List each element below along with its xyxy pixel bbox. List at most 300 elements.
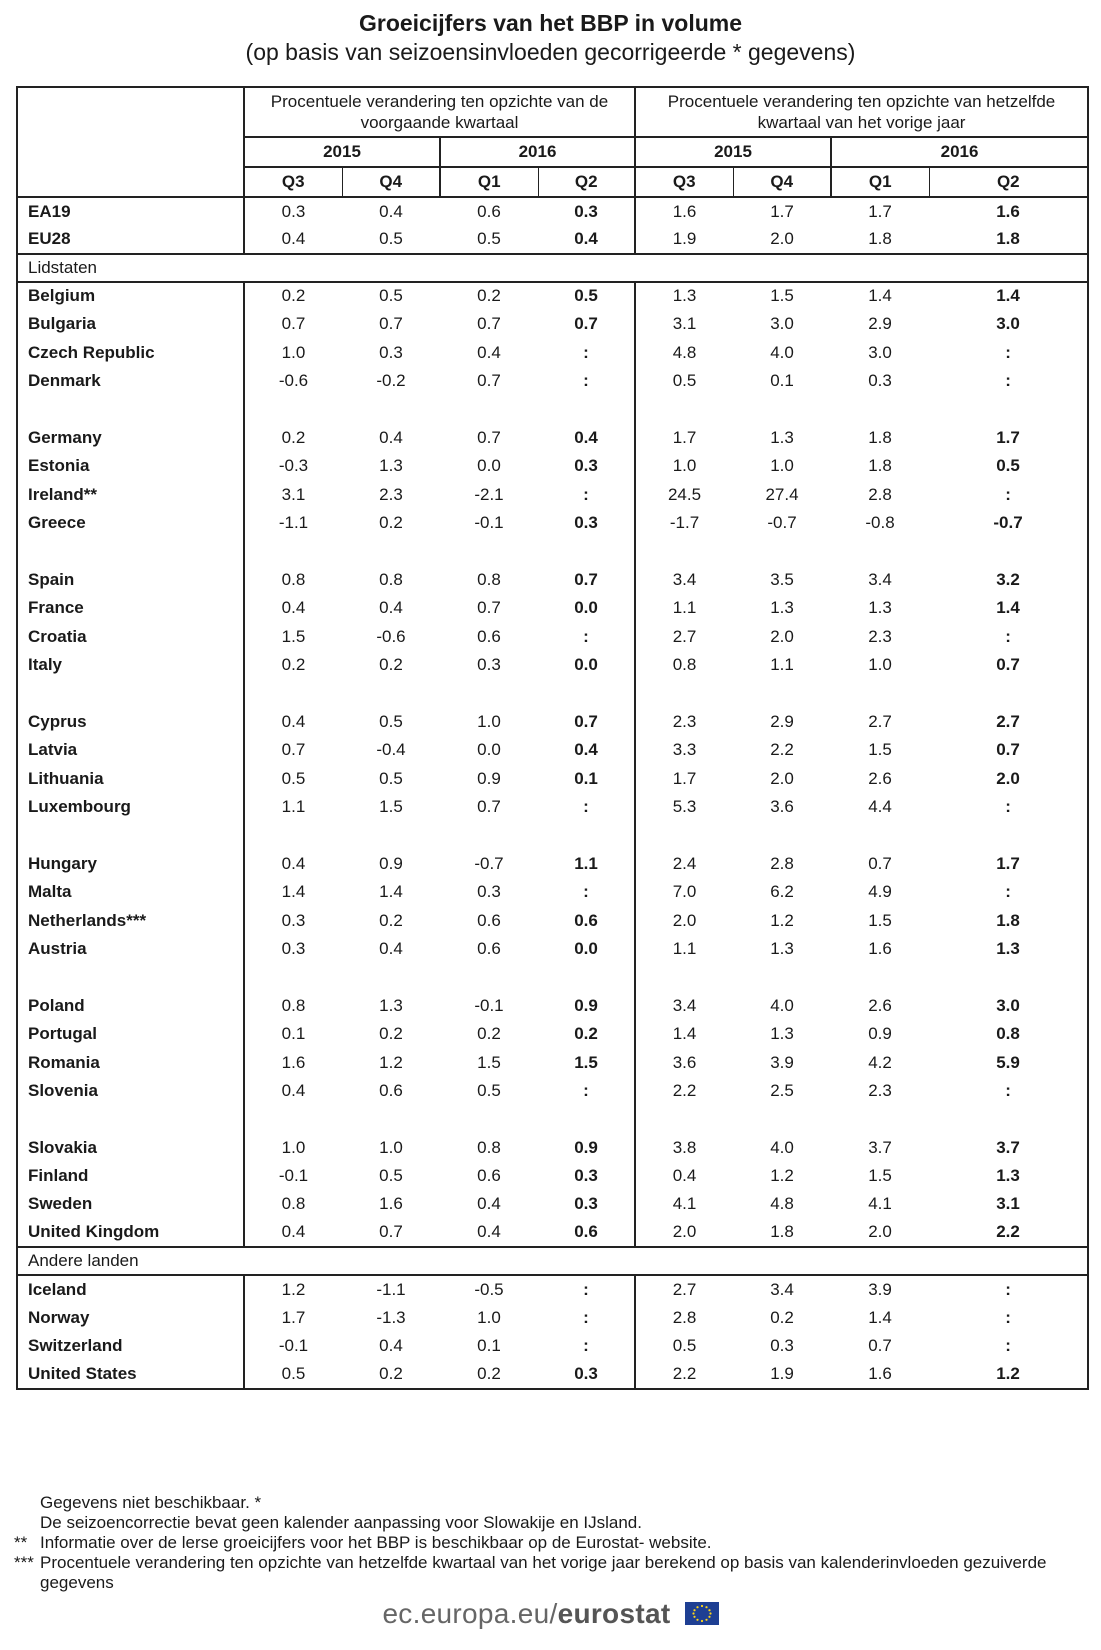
value-cell: 0.3 — [574, 1166, 598, 1186]
value-cell: 1.8 — [868, 427, 892, 447]
footnote-text: Gegevens niet beschikbaar. * — [40, 1493, 262, 1512]
table-row — [17, 850, 1088, 878]
value-cell: : — [929, 878, 1088, 906]
value-cell: -0.3 — [244, 452, 342, 480]
table-row — [17, 651, 1088, 679]
country-name: Finland — [17, 1162, 244, 1190]
country-name: Netherlands*** — [17, 906, 244, 934]
value-cell: : — [583, 1307, 589, 1327]
value-cell: 0.7 — [477, 598, 501, 618]
table-row — [17, 1134, 1088, 1162]
value-cell: 0.8 — [929, 1020, 1088, 1048]
value-cell: 1.8 — [929, 906, 1088, 934]
value-cell: 4.1 — [868, 1194, 892, 1214]
value-cell: 3.2 — [929, 566, 1088, 594]
value-cell: 0.3 — [574, 513, 598, 533]
value-cell: 0.1 — [244, 1020, 342, 1048]
value-cell: 1.1 — [244, 793, 342, 821]
value-cell: -0.1 — [244, 1332, 342, 1360]
table-row — [17, 1219, 1088, 1247]
value-cell: 1.2 — [244, 1275, 342, 1303]
value-cell: 1.3 — [868, 598, 892, 618]
value-cell: -0.7 — [929, 509, 1088, 537]
table-row — [17, 566, 1088, 594]
value-cell: 0.5 — [635, 367, 733, 395]
country-name: Portugal — [17, 1020, 244, 1048]
country-name: Austria — [17, 935, 244, 963]
value-cell: 0.2 — [244, 424, 342, 452]
value-cell: 0.7 — [574, 314, 598, 334]
value-cell: 2.8 — [635, 1303, 733, 1331]
value-cell: 2.3 — [635, 708, 733, 736]
value-cell: 1.5 — [733, 282, 831, 310]
country-name: Poland — [17, 992, 244, 1020]
value-cell: : — [583, 882, 589, 902]
value-cell: : — [583, 797, 589, 816]
value-cell: 1.6 — [868, 938, 892, 958]
value-cell: 1.7 — [244, 1303, 342, 1331]
value-cell: 0.2 — [244, 651, 342, 679]
value-cell: 24.5 — [635, 481, 733, 509]
value-cell: 1.0 — [244, 1134, 342, 1162]
country-name: Slovakia — [17, 1134, 244, 1162]
value-cell: -1.1 — [244, 509, 342, 537]
section-label: Lidstaten — [17, 254, 1088, 282]
footnote — [14, 1533, 1094, 1553]
table-row — [17, 481, 1088, 509]
value-cell: 1.4 — [929, 282, 1088, 310]
value-cell: 0.3 — [379, 342, 403, 362]
value-cell: 0.5 — [379, 711, 403, 731]
value-cell: 0.2 — [477, 1024, 501, 1044]
table-row — [17, 878, 1088, 906]
table-row — [17, 367, 1088, 395]
value-cell: 3.4 — [868, 569, 892, 589]
value-cell: 1.4 — [379, 882, 403, 902]
value-cell: 2.7 — [635, 1275, 733, 1303]
footnote-mark — [14, 1493, 40, 1513]
value-cell: 1.2 — [929, 1360, 1088, 1388]
value-cell: 0.4 — [574, 427, 598, 447]
value-cell: 2.0 — [770, 229, 794, 249]
value-cell: 0.6 — [477, 910, 501, 930]
value-cell: 0.3 — [477, 882, 501, 902]
footnote — [14, 1493, 1094, 1513]
value-cell: 0.7 — [379, 314, 403, 334]
value-cell: 1.7 — [635, 424, 733, 452]
value-cell: 0.4 — [244, 1077, 342, 1105]
value-cell: -0.4 — [376, 740, 406, 760]
value-cell: 0.4 — [244, 708, 342, 736]
country-name: Spain — [17, 566, 244, 594]
value-cell: 0.0 — [574, 598, 598, 618]
value-cell: 1.3 — [379, 995, 403, 1015]
value-cell: 1.5 — [477, 1052, 501, 1072]
country-name: United Kingdom — [17, 1219, 244, 1247]
value-cell: 7.0 — [635, 878, 733, 906]
value-cell: 2.7 — [929, 708, 1088, 736]
value-cell: 0.1 — [477, 1336, 501, 1356]
value-cell: -0.6 — [244, 367, 342, 395]
value-cell: 3.4 — [635, 992, 733, 1020]
value-cell: 2.2 — [929, 1219, 1088, 1247]
value-cell: : — [929, 1275, 1088, 1303]
value-cell: 0.5 — [244, 1360, 342, 1388]
value-cell: 1.1 — [574, 853, 598, 873]
value-cell: 4.0 — [770, 342, 794, 362]
value-cell: 0.4 — [379, 427, 403, 447]
value-cell: : — [929, 481, 1088, 509]
country-name: Romania — [17, 1048, 244, 1076]
value-cell: 0.5 — [635, 1332, 733, 1360]
value-cell: 2.6 — [868, 995, 892, 1015]
table-row — [17, 935, 1088, 963]
value-cell: 1.5 — [868, 910, 892, 930]
value-cell: 2.9 — [868, 314, 892, 334]
value-cell: 3.4 — [733, 1275, 831, 1303]
value-cell: 4.0 — [770, 995, 794, 1015]
country-name: Norway — [17, 1303, 244, 1331]
value-cell: 1.3 — [770, 598, 794, 618]
value-cell: 0.3 — [244, 935, 342, 963]
value-cell: 0.6 — [477, 1166, 501, 1186]
value-cell: 1.9 — [635, 225, 733, 253]
value-cell: 0.2 — [574, 1024, 598, 1044]
value-cell: 1.6 — [244, 1048, 342, 1076]
value-cell: 4.4 — [868, 797, 892, 816]
value-cell: 4.0 — [770, 1137, 794, 1157]
value-cell: 1.4 — [635, 1020, 733, 1048]
value-cell: 0.9 — [574, 995, 598, 1015]
value-cell: 0.3 — [770, 1336, 794, 1356]
value-cell: -0.7 — [474, 853, 504, 873]
value-cell: 0.3 — [477, 655, 501, 675]
header-year: 2016 — [440, 137, 635, 167]
value-cell: 0.9 — [574, 1137, 598, 1157]
group-spacer — [17, 679, 1088, 707]
page-subtitle: (op basis van seizoensinvloeden gecorrigeerde * gegevens) — [245, 39, 856, 65]
value-cell: 0.7 — [477, 797, 501, 816]
country-name: Bulgaria — [17, 310, 244, 338]
value-cell: 1.0 — [379, 1137, 403, 1157]
value-cell: 1.6 — [379, 1194, 403, 1214]
value-cell: 0.6 — [477, 938, 501, 958]
value-cell: 0.8 — [477, 1137, 501, 1157]
value-cell: 3.0 — [770, 314, 794, 334]
table-row — [17, 1190, 1088, 1218]
header-group-same-quarter: Procentuele verandering ten opzichte van hetzelfde kwartaal van het vorige jaar — [635, 87, 1088, 137]
group-spacer — [17, 395, 1088, 423]
value-cell: 3.7 — [868, 1137, 892, 1157]
table-row — [17, 793, 1088, 821]
value-cell: 2.8 — [868, 484, 892, 504]
value-cell: 1.0 — [770, 456, 794, 476]
footnote-text: Procentuele verandering ten opzichte van hetzelfde kwartaal van het vorige jaar berekend op basis van kalenderinvloeden gezuiverde gegevens — [40, 1553, 1047, 1592]
value-cell: 2.0 — [770, 768, 794, 788]
value-cell: 0.7 — [929, 736, 1088, 764]
value-cell: 3.7 — [929, 1134, 1088, 1162]
value-cell: 1.3 — [635, 282, 733, 310]
value-cell: 3.8 — [635, 1134, 733, 1162]
value-cell: 1.8 — [929, 225, 1088, 253]
value-cell: 0.6 — [574, 910, 598, 930]
value-cell: 2.3 — [379, 484, 403, 504]
country-name: Latvia — [17, 736, 244, 764]
value-cell: 2.4 — [635, 850, 733, 878]
header-quarter: Q1 — [831, 167, 929, 197]
value-cell: 2.3 — [868, 1080, 892, 1100]
value-cell: 1.1 — [635, 935, 733, 963]
value-cell: 0.2 — [770, 1307, 794, 1327]
value-cell: 0.3 — [868, 371, 892, 391]
value-cell: 2.0 — [635, 1219, 733, 1247]
country-name: EU28 — [17, 225, 244, 253]
value-cell: 0.4 — [477, 1222, 501, 1242]
footnotes — [14, 1493, 1094, 1593]
value-cell: 1.3 — [929, 1162, 1088, 1190]
value-cell: 0.2 — [440, 1360, 538, 1388]
country-name: Lithuania — [17, 764, 244, 792]
value-cell: 4.9 — [868, 882, 892, 902]
group-spacer — [17, 537, 1088, 565]
header-quarter: Q4 — [733, 167, 831, 197]
value-cell: 0.8 — [635, 651, 733, 679]
value-cell: 3.1 — [929, 1190, 1088, 1218]
value-cell: 1.4 — [929, 594, 1088, 622]
value-cell: 0.8 — [244, 992, 342, 1020]
country-name: Greece — [17, 509, 244, 537]
value-cell: -1.3 — [376, 1307, 406, 1327]
value-cell: 1.6 — [831, 1360, 929, 1388]
value-cell: 0.4 — [574, 740, 598, 760]
value-cell: 0.9 — [379, 853, 403, 873]
country-name: EA19 — [17, 197, 244, 225]
value-cell: 1.7 — [733, 197, 831, 225]
country-name: Germany — [17, 424, 244, 452]
value-cell: 0.6 — [379, 1080, 403, 1100]
value-cell: 4.8 — [770, 1194, 794, 1214]
country-name: Croatia — [17, 622, 244, 650]
value-cell: 0.4 — [477, 342, 501, 362]
value-cell: 1.9 — [733, 1360, 831, 1388]
value-cell: -0.1 — [474, 995, 504, 1015]
value-cell: 1.7 — [929, 424, 1088, 452]
value-cell: -0.6 — [376, 626, 406, 646]
header-quarter: Q2 — [929, 167, 1088, 197]
value-cell: 1.0 — [868, 655, 892, 675]
value-cell: 0.3 — [574, 456, 598, 476]
value-cell: 1.2 — [770, 1166, 794, 1186]
value-cell: 3.4 — [635, 566, 733, 594]
value-cell: 0.8 — [244, 1190, 342, 1218]
value-cell: 0.5 — [379, 768, 403, 788]
country-name: Belgium — [17, 282, 244, 310]
value-cell: : — [583, 371, 589, 391]
value-cell: 0.5 — [379, 1166, 403, 1186]
value-cell: : — [929, 793, 1088, 821]
value-cell: 1.0 — [635, 452, 733, 480]
country-name: Malta — [17, 878, 244, 906]
value-cell: 0.0 — [477, 456, 501, 476]
footnote-mark — [14, 1513, 40, 1533]
footnote-text: Informatie over de lerse groeicijfers voor het BBP is beschikbaar op de Eurostat- website. — [40, 1533, 712, 1552]
value-cell: 0.4 — [379, 1336, 403, 1356]
value-cell: 2.2 — [635, 1077, 733, 1105]
value-cell: 1.3 — [929, 935, 1088, 963]
table-row — [17, 594, 1088, 622]
section-header-row — [17, 1247, 1088, 1275]
country-name: Czech Republic — [17, 339, 244, 367]
group-spacer — [17, 963, 1088, 991]
value-cell: 1.2 — [770, 910, 794, 930]
value-cell: 0.7 — [477, 314, 501, 334]
table-row — [17, 736, 1088, 764]
value-cell: 1.7 — [635, 764, 733, 792]
value-cell: 1.1 — [770, 655, 794, 675]
footnote — [14, 1513, 1094, 1533]
value-cell: 0.3 — [244, 906, 342, 934]
country-name: Cyprus — [17, 708, 244, 736]
value-cell: 6.2 — [770, 882, 794, 902]
country-name: Hungary — [17, 850, 244, 878]
value-cell: 0.2 — [244, 282, 342, 310]
value-cell: 0.2 — [379, 1024, 403, 1044]
value-cell: 0.8 — [477, 569, 501, 589]
header-group-prev-quarter: Procentuele verandering ten opzichte van de voorgaande kwartaal — [244, 87, 635, 137]
value-cell: 2.0 — [770, 626, 794, 646]
gdp-table — [16, 86, 1089, 1390]
table-row — [17, 424, 1088, 452]
value-cell: 0.5 — [244, 764, 342, 792]
value-cell: 0.5 — [379, 229, 403, 249]
value-cell: 1.3 — [770, 938, 794, 958]
footnote-text: De seizoencorrectie bevat geen kalender aanpassing voor Slowakije en IJsland. — [40, 1513, 642, 1532]
value-cell: 1.4 — [868, 1307, 892, 1327]
value-cell: 0.2 — [342, 1360, 440, 1388]
value-cell: 1.2 — [379, 1052, 403, 1072]
value-cell: -0.1 — [474, 513, 504, 533]
value-cell: 0.7 — [868, 853, 892, 873]
country-name: Iceland — [17, 1275, 244, 1303]
value-cell: : — [929, 1303, 1088, 1331]
value-cell: -0.2 — [376, 371, 406, 391]
header-corner — [17, 87, 244, 197]
value-cell: 0.7 — [244, 736, 342, 764]
value-cell: 1.6 — [929, 197, 1088, 225]
table-row — [17, 1162, 1088, 1190]
value-cell: : — [929, 1077, 1088, 1105]
value-cell: 3.9 — [831, 1275, 929, 1303]
value-cell: 1.3 — [379, 456, 403, 476]
table-row — [17, 339, 1088, 367]
brand-name: eurostat — [557, 1598, 671, 1629]
value-cell: 1.5 — [868, 740, 892, 760]
value-cell: 3.0 — [929, 310, 1088, 338]
table-row — [17, 906, 1088, 934]
value-cell: 1.0 — [244, 339, 342, 367]
table-row — [17, 225, 1088, 253]
value-cell: 1.3 — [770, 1024, 794, 1044]
footnote-mark: *** — [14, 1553, 34, 1572]
value-cell: : — [583, 1336, 589, 1356]
table-row — [17, 509, 1088, 537]
value-cell: : — [583, 342, 589, 362]
value-cell: 0.3 — [538, 197, 635, 225]
value-cell: : — [929, 1332, 1088, 1360]
header-year: 2016 — [831, 137, 1088, 167]
value-cell: 1.1 — [635, 594, 733, 622]
value-cell: 0.2 — [379, 910, 403, 930]
value-cell: 1.0 — [477, 711, 501, 731]
value-cell: 0.5 — [477, 229, 501, 249]
table-row — [17, 992, 1088, 1020]
value-cell: 0.7 — [244, 310, 342, 338]
value-cell: 4.8 — [635, 339, 733, 367]
value-cell: 1.3 — [770, 427, 794, 447]
country-name: United States — [17, 1360, 244, 1388]
value-cell: 0.4 — [244, 225, 342, 253]
value-cell: 4.2 — [868, 1052, 892, 1072]
value-cell: 0.9 — [868, 1024, 892, 1044]
value-cell: 0.4 — [342, 197, 440, 225]
value-cell: -1.1 — [342, 1275, 440, 1303]
value-cell: 1.5 — [244, 622, 342, 650]
table-row — [17, 622, 1088, 650]
table-row — [17, 1332, 1088, 1360]
country-name: Denmark — [17, 367, 244, 395]
value-cell: 4.1 — [635, 1190, 733, 1218]
value-cell: 1.6 — [635, 197, 733, 225]
value-cell: 2.2 — [770, 740, 794, 760]
value-cell: 2.6 — [868, 768, 892, 788]
value-cell: 2.7 — [868, 711, 892, 731]
value-cell: 0.2 — [379, 655, 403, 675]
value-cell: 0.7 — [477, 427, 501, 447]
value-cell: 0.7 — [574, 711, 598, 731]
value-cell: 1.8 — [868, 456, 892, 476]
footnote-mark: ** — [14, 1533, 28, 1552]
value-cell: : — [929, 339, 1088, 367]
value-cell: 0.6 — [440, 197, 538, 225]
header-quarter: Q2 — [538, 167, 635, 197]
value-cell: 3.0 — [929, 992, 1088, 1020]
value-cell: 0.4 — [635, 1162, 733, 1190]
value-cell: 3.6 — [770, 797, 794, 816]
value-cell: 1.0 — [477, 1307, 501, 1327]
value-cell: 3.5 — [770, 569, 794, 589]
value-cell: 0.4 — [244, 1219, 342, 1247]
value-cell: 1.7 — [929, 850, 1088, 878]
header-quarter: Q3 — [635, 167, 733, 197]
value-cell: 0.5 — [929, 452, 1088, 480]
value-cell: 0.2 — [440, 282, 538, 310]
header-year: 2015 — [244, 137, 440, 167]
country-name: Ireland** — [17, 481, 244, 509]
value-cell: 2.8 — [770, 853, 794, 873]
value-cell: 1.7 — [831, 197, 929, 225]
value-cell: 0.8 — [244, 566, 342, 594]
value-cell: -1.7 — [635, 509, 733, 537]
footnote — [14, 1553, 1094, 1593]
header-quarter: Q3 — [244, 167, 342, 197]
value-cell: 3.6 — [635, 1048, 733, 1076]
value-cell: 0.4 — [244, 850, 342, 878]
value-cell: -0.5 — [440, 1275, 538, 1303]
value-cell: : — [583, 626, 589, 646]
value-cell: 0.1 — [770, 371, 794, 391]
value-cell: 0.3 — [574, 1194, 598, 1214]
value-cell: 2.2 — [635, 1360, 733, 1388]
